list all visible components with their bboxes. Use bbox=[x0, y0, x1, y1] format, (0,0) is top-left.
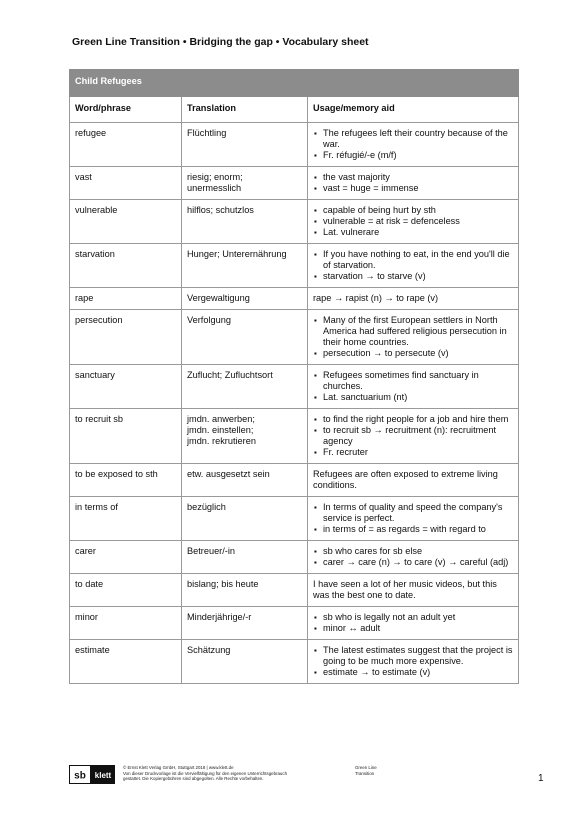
usage-item: ▪ minor ↔ adult bbox=[323, 623, 514, 634]
usage-text: rape → rapist (n) → to rape (v) bbox=[313, 293, 439, 303]
translation-line: bezüglich bbox=[187, 502, 226, 512]
usage-item: ▪ sb who is legally not an adult yet bbox=[323, 612, 514, 623]
svg-text:klett: klett bbox=[94, 771, 112, 780]
translation-cell bbox=[182, 365, 308, 409]
table-row bbox=[70, 365, 519, 409]
translation-line: unermesslich bbox=[187, 183, 242, 193]
usage-text: Refugees are often exposed to extreme living conditions. bbox=[313, 469, 498, 490]
table-row bbox=[70, 640, 519, 684]
column-header-word: Word/phrase bbox=[70, 97, 182, 123]
usage-list bbox=[313, 612, 514, 634]
word-cell: to date bbox=[70, 574, 182, 607]
usage-list bbox=[313, 414, 514, 458]
translation-cell bbox=[182, 123, 308, 167]
usage-cell bbox=[308, 409, 519, 464]
translation-cell bbox=[182, 288, 308, 310]
translation-cell bbox=[182, 310, 308, 365]
word-cell: estimate bbox=[70, 640, 182, 684]
usage-item: ▪ Lat. sanctuarium (nt) bbox=[323, 392, 514, 403]
copyright-notice: © Ernst Klett Verlag GmbH, Stuttgart 2018 | www.klett.de Von dieser Druckvorlage ist die Vervielfältigung für den eigenen Unterrichtsgebrauch gestattet. Die Kopiergebühren sind abgegolten. Alle Rechte vorbehalten. bbox=[123, 765, 288, 782]
translation-cell bbox=[182, 409, 308, 464]
usage-item: ▪ to recruit sb → recruitment (n): recruitment agency bbox=[323, 425, 514, 447]
column-header-usage: Usage/memory aid bbox=[308, 97, 519, 123]
translation-line: Verfolgung bbox=[187, 315, 231, 325]
usage-cell bbox=[308, 167, 519, 200]
translation-cell bbox=[182, 574, 308, 607]
word-cell: carer bbox=[70, 541, 182, 574]
translation-cell bbox=[182, 244, 308, 288]
usage-item: ▪ vulnerable = at risk = defenceless bbox=[323, 216, 514, 227]
table-row bbox=[70, 541, 519, 574]
translation-line: Minderjährige/-r bbox=[187, 612, 252, 622]
usage-cell bbox=[308, 123, 519, 167]
column-header-row bbox=[70, 97, 519, 123]
translation-line: hilflos; schutzlos bbox=[187, 205, 254, 215]
usage-cell bbox=[308, 541, 519, 574]
page-title: Green Line Transition • Bridging the gap • Vocabulary sheet bbox=[72, 36, 369, 48]
usage-item: ▪ estimate → to estimate (v) bbox=[323, 667, 514, 678]
usage-list bbox=[313, 249, 514, 282]
table-row bbox=[70, 574, 519, 607]
usage-list bbox=[313, 205, 514, 238]
table-row bbox=[70, 464, 519, 497]
usage-cell bbox=[308, 310, 519, 365]
usage-list bbox=[313, 502, 514, 535]
usage-text: I have seen a lot of her music videos, but this was the best one to date. bbox=[313, 579, 497, 600]
usage-cell bbox=[308, 640, 519, 684]
usage-item: ▪ Refugees sometimes find sanctuary in churches. bbox=[323, 370, 514, 392]
translation-cell bbox=[182, 607, 308, 640]
usage-item: ▪ Lat. vulnerare bbox=[323, 227, 514, 238]
translation-cell bbox=[182, 541, 308, 574]
usage-cell bbox=[308, 497, 519, 541]
vocabulary-rows bbox=[70, 123, 519, 684]
usage-item: ▪ If you have nothing to eat, in the end you'll die of starvation. bbox=[323, 249, 514, 271]
word-cell: to be exposed to sth bbox=[70, 464, 182, 497]
usage-cell bbox=[308, 574, 519, 607]
usage-list bbox=[313, 546, 514, 568]
usage-item: ▪ the vast majority bbox=[323, 172, 514, 183]
word-cell: to recruit sb bbox=[70, 409, 182, 464]
translation-line: Vergewaltigung bbox=[187, 293, 250, 303]
category-title: Child Refugees bbox=[70, 70, 519, 97]
translation-line: jmdn. rekrutieren bbox=[187, 436, 256, 446]
word-cell: minor bbox=[70, 607, 182, 640]
usage-list bbox=[313, 645, 514, 678]
usage-item: ▪ to find the right people for a job and hire them bbox=[323, 414, 514, 425]
translation-line: bislang; bis heute bbox=[187, 579, 259, 589]
klett-logo bbox=[69, 765, 115, 784]
word-cell: vast bbox=[70, 167, 182, 200]
word-cell: persecution bbox=[70, 310, 182, 365]
word-cell: starvation bbox=[70, 244, 182, 288]
usage-cell bbox=[308, 200, 519, 244]
table-row bbox=[70, 200, 519, 244]
translation-line: Hunger; Unterernährung bbox=[187, 249, 287, 259]
usage-item: ▪ sb who cares for sb else bbox=[323, 546, 514, 557]
svg-text:sb: sb bbox=[74, 770, 86, 782]
usage-item: ▪ in terms of = as regards = with regard to bbox=[323, 524, 514, 535]
category-row bbox=[70, 70, 519, 97]
usage-list bbox=[313, 128, 514, 161]
page-footer bbox=[69, 757, 549, 797]
usage-item: ▪ Fr. recruter bbox=[323, 447, 514, 458]
table-row bbox=[70, 310, 519, 365]
translation-line: Betreuer/-in bbox=[187, 546, 236, 556]
usage-item: ▪ carer → care (n) → to care (v) → careful (adj) bbox=[323, 557, 514, 568]
word-cell: rape bbox=[70, 288, 182, 310]
word-cell: in terms of bbox=[70, 497, 182, 541]
table-row bbox=[70, 607, 519, 640]
translation-cell bbox=[182, 200, 308, 244]
usage-item: ▪ The latest estimates suggest that the project is going to be much more expensive. bbox=[323, 645, 514, 667]
usage-item: ▪ Many of the first European settlers in North America had suffered religious persecution in their home countries. bbox=[323, 315, 514, 348]
usage-item: ▪ The refugees left their country because of the war. bbox=[323, 128, 514, 150]
usage-item: ▪ In terms of quality and speed the company's service is perfect. bbox=[323, 502, 514, 524]
translation-cell bbox=[182, 167, 308, 200]
usage-item: ▪ capable of being hurt by sth bbox=[323, 205, 514, 216]
translation-line: etw. ausgesetzt sein bbox=[187, 469, 270, 479]
translation-cell bbox=[182, 497, 308, 541]
translation-cell bbox=[182, 640, 308, 684]
vocabulary-table bbox=[69, 69, 519, 684]
word-cell: refugee bbox=[70, 123, 182, 167]
usage-item: ▪ persecution → to persecute (v) bbox=[323, 348, 514, 359]
table-row bbox=[70, 167, 519, 200]
translation-line: Flüchtling bbox=[187, 128, 227, 138]
usage-list bbox=[313, 370, 514, 403]
usage-item: ▪ starvation → to starve (v) bbox=[323, 271, 514, 282]
usage-cell bbox=[308, 464, 519, 497]
translation-line: jmdn. einstellen; bbox=[187, 425, 254, 435]
page-number: 1 bbox=[538, 773, 544, 784]
translation-line: riesig; enorm; bbox=[187, 172, 243, 182]
usage-cell bbox=[308, 607, 519, 640]
table-row bbox=[70, 244, 519, 288]
usage-list bbox=[313, 315, 514, 359]
translation-line: jmdn. anwerben; bbox=[187, 414, 255, 424]
table-row bbox=[70, 409, 519, 464]
series-name: Green Line Transition bbox=[355, 765, 377, 776]
column-header-translation: Translation bbox=[182, 97, 308, 123]
translation-line: Zuflucht; Zufluchtsort bbox=[187, 370, 273, 380]
usage-list bbox=[313, 172, 514, 194]
usage-cell bbox=[308, 365, 519, 409]
table-row bbox=[70, 123, 519, 167]
word-cell: sanctuary bbox=[70, 365, 182, 409]
usage-item: ▪ Fr. réfugié/-e (m/f) bbox=[323, 150, 514, 161]
table-row bbox=[70, 497, 519, 541]
usage-cell bbox=[308, 288, 519, 310]
word-cell: vulnerable bbox=[70, 200, 182, 244]
usage-item: ▪ vast = huge = immense bbox=[323, 183, 514, 194]
usage-cell bbox=[308, 244, 519, 288]
table-row bbox=[70, 288, 519, 310]
translation-line: Schätzung bbox=[187, 645, 231, 655]
translation-cell bbox=[182, 464, 308, 497]
